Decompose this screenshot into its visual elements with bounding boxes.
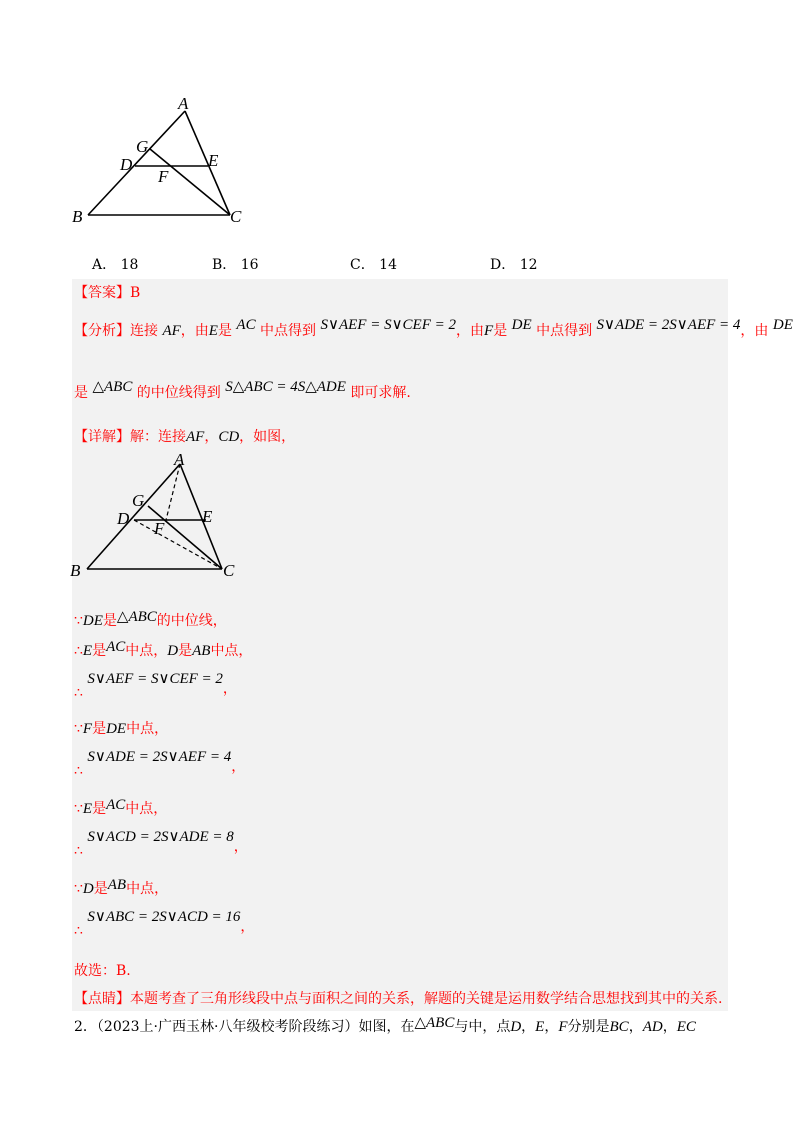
step-7: ∴ S∨ACD = 2S∨ADE = 8， (74, 829, 248, 859)
step-1: ∵DE是△ABC的中位线， (74, 609, 227, 629)
detail-tag: 【详解】 (74, 429, 130, 445)
choice-c[interactable]: C． 14 (350, 257, 397, 273)
step-4: ∵F是DE中点， (74, 721, 169, 737)
comment-tag: 【点睛】 (74, 991, 130, 1007)
formula-abc: S∨ABC = 2S∨ACD = 16 (87, 909, 241, 925)
vertex-label-b: B (70, 561, 81, 580)
choice-a[interactable]: A． 18 (92, 257, 139, 273)
vertex-label-c: C (223, 561, 235, 580)
comment-line: 【点睛】本题考查了三角形线段中点与面积之间的关系，解题的关键是运用数学结合思想找到其中的关系. (74, 991, 723, 1007)
conclusion-line: 故选：B. (74, 963, 131, 979)
vertex-label-e: E (208, 151, 219, 170)
formula-aef-cef: S∨AEF = S∨CEF = 2 (87, 671, 223, 687)
detail-line: 【详解】解：连接AF，CD，如图， (74, 429, 296, 445)
analysis-tag: 【分析】 (74, 323, 130, 339)
answer-line (74, 284, 140, 302)
step-9: ∴ S∨ABC = 2S∨ACD = 16， (74, 909, 255, 939)
question-2-line: 2．（2023上·广西玉林·八年级校考阶段练习）如图，在△ABC与中，点D，E，F分别是BC，AD，EC (74, 1015, 696, 1035)
formula-area-aef-cef: S∨AEF = S∨CEF = 2 (320, 317, 457, 333)
analysis-line-2: 是 △ABC 的中位线得到 S△ABC = 4S△ADE 即可求解. (74, 379, 411, 401)
vertex-label-b: B (72, 207, 83, 226)
choice-b[interactable]: B． 16 (212, 257, 259, 273)
vertex-label-d: D (120, 155, 133, 174)
step-6: ∵E是AC中点， (74, 797, 168, 817)
answer-choices (92, 254, 732, 274)
vertex-label-d: D (117, 509, 130, 528)
vertex-label-a: A (174, 450, 185, 469)
step-2: ∴E是AC中点，D是AB中点， (74, 639, 253, 659)
triangle-figure-2 (60, 448, 280, 588)
answer-value: B (130, 285, 141, 301)
vertex-label-a: A (178, 94, 189, 113)
point-label-f: F (154, 519, 165, 538)
analysis-line-1: 【分析】连接 AF，由E是 AC 中点得到 S∨AEF = S∨CEF = 2，由F是 DE 中点得到 S∨ADE = 2S∨AEF = 4，由 DE (74, 317, 793, 339)
point-label-g: G (136, 137, 149, 156)
step-5: ∴ S∨ADE = 2S∨AEF = 4， (74, 749, 246, 779)
step-8: ∵D是AB中点， (74, 877, 169, 897)
formula-ade: S∨ADE = 2S∨AEF = 4 (87, 749, 232, 765)
answer-tag: 【答案】 (74, 285, 130, 301)
formula-acd: S∨ACD = 2S∨ADE = 8 (87, 829, 234, 845)
point-label-f: F (158, 167, 169, 186)
vertex-label-c: C (230, 207, 242, 226)
choice-d[interactable]: D． 12 (490, 257, 538, 273)
point-label-g: G (132, 491, 145, 510)
formula-area-ade: S∨ADE = 2S∨AEF = 4 (596, 317, 741, 333)
triangle-figure-1 (60, 90, 280, 230)
vertex-label-e: E (202, 507, 213, 526)
formula-area-abc: S△ABC = 4S△ADE (225, 379, 346, 395)
step-3: ∴ S∨AEF = S∨CEF = 2， (74, 671, 237, 701)
